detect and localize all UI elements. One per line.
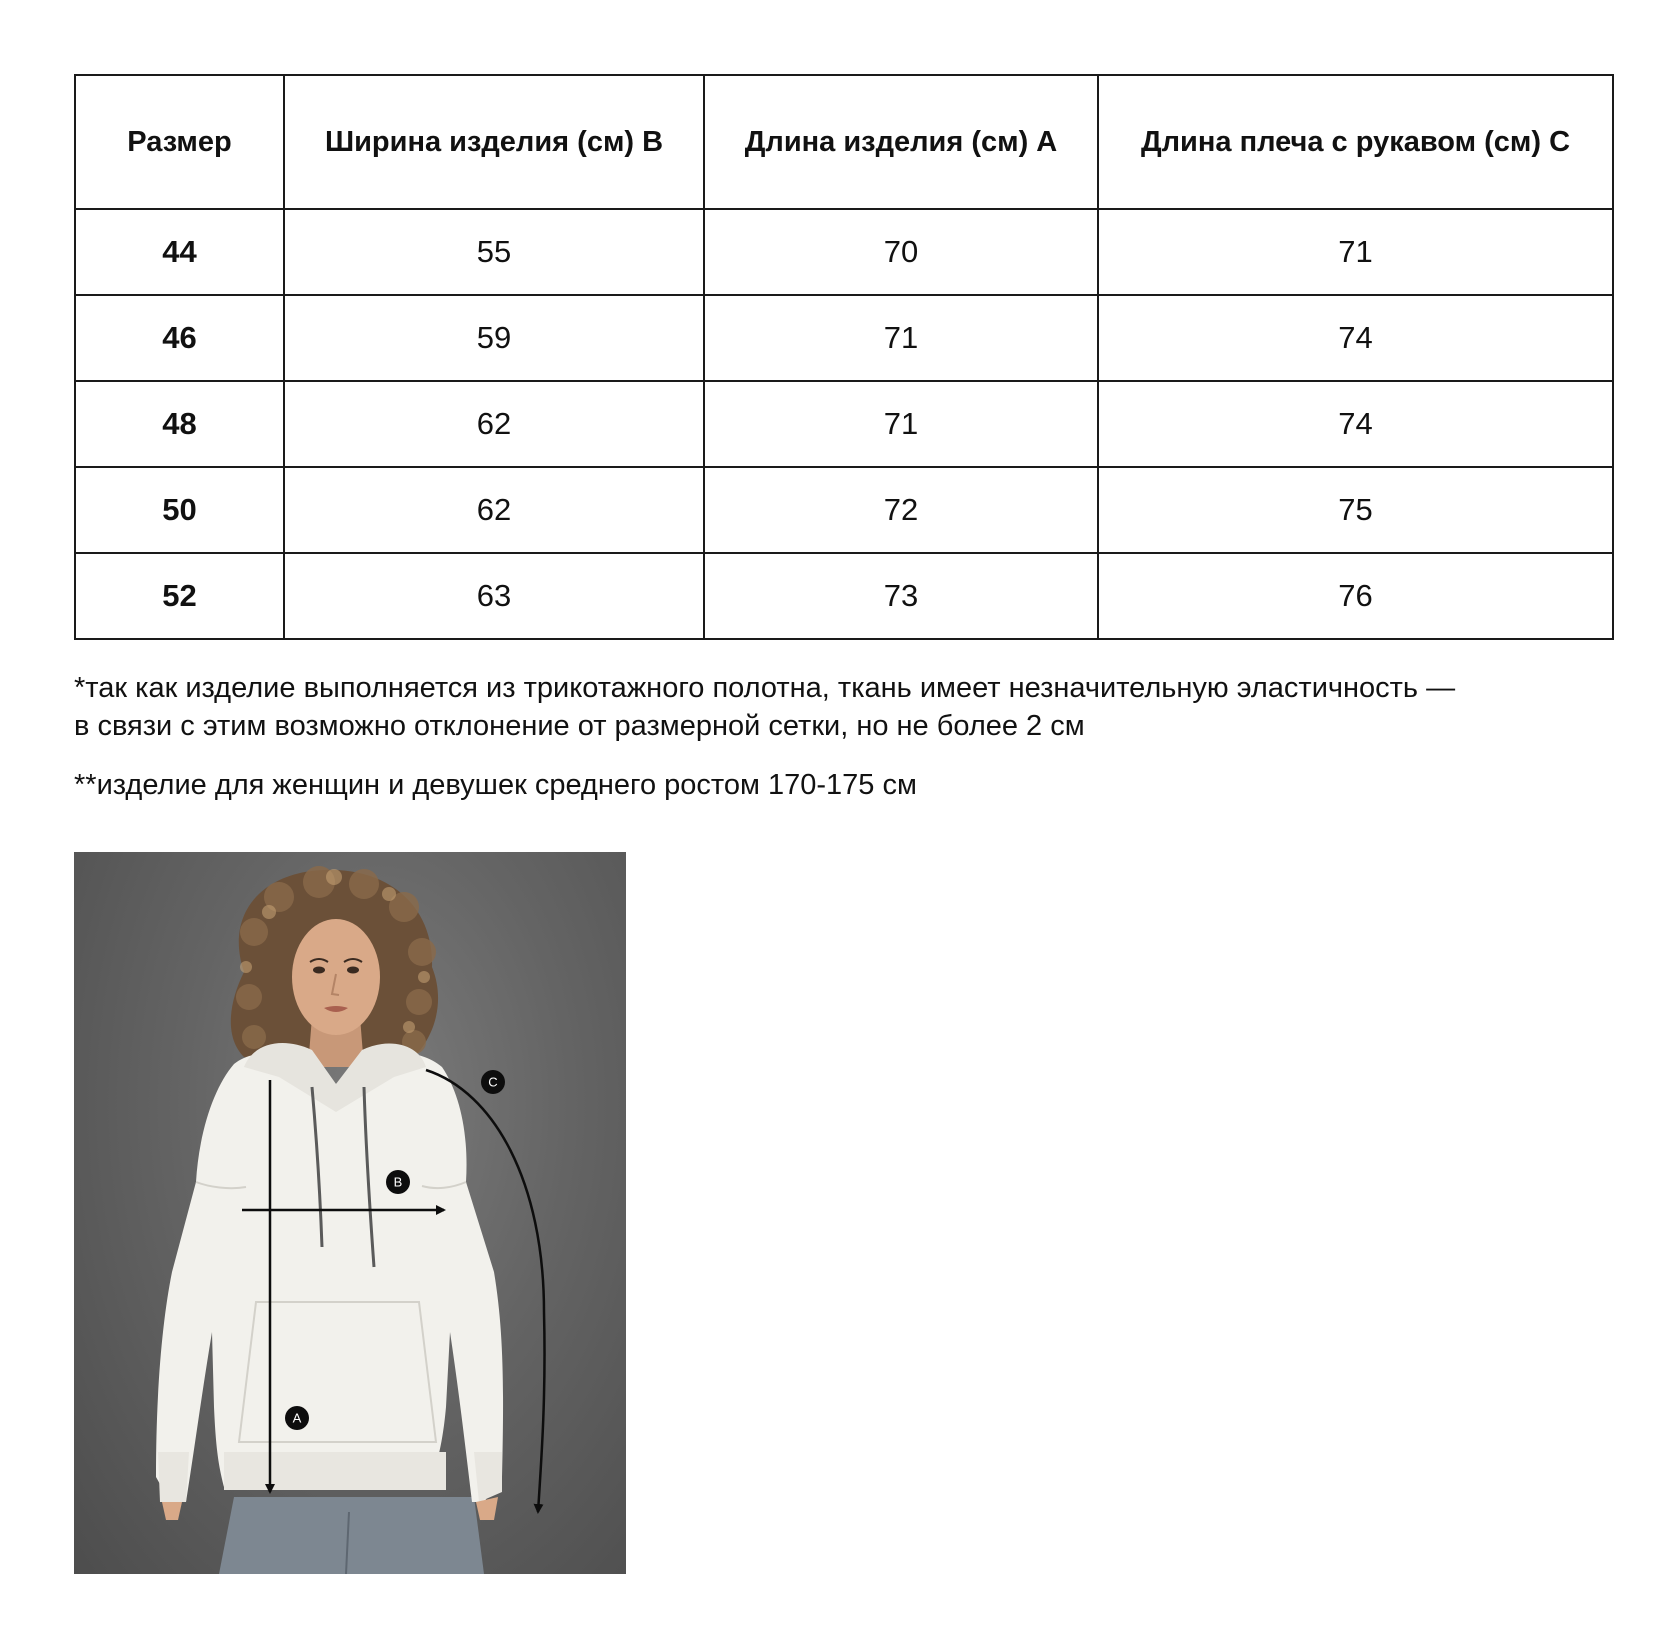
marker-b-label: B xyxy=(393,1174,403,1190)
marker-c xyxy=(481,1070,505,1094)
marker-b xyxy=(386,1170,410,1194)
elasticity-note-line-2: в связи с этим возможно отклонение от размерной сетки, но не более 2 см xyxy=(74,710,1085,742)
header-length-a: Длина изделия (см) A xyxy=(704,75,1098,209)
size-cell: 48 xyxy=(75,381,284,467)
table-header-row xyxy=(75,75,1613,209)
hoodie-measurement-illustration xyxy=(74,852,626,1574)
length-a-cell: 71 xyxy=(704,381,1098,467)
length-a-cell: 70 xyxy=(704,209,1098,295)
header-width-b: Ширина изделия (см) B xyxy=(284,75,704,209)
size-chart-table xyxy=(74,74,1614,640)
length-a-cell: 71 xyxy=(704,295,1098,381)
header-size: Размер xyxy=(75,75,284,209)
width-b-cell: 62 xyxy=(284,467,704,553)
elasticity-note-line-1: *так как изделие выполняется из трикотажного полотна, ткань имеет незначительную эластичность — xyxy=(74,672,1456,704)
model-photo xyxy=(74,852,626,1574)
sleeve-c-cell: 74 xyxy=(1098,295,1613,381)
width-b-cell: 59 xyxy=(284,295,704,381)
table-row xyxy=(75,209,1613,295)
width-b-cell: 63 xyxy=(284,553,704,639)
header-sleeve-c: Длина плеча с рукавом (см) C xyxy=(1098,75,1613,209)
length-a-cell: 72 xyxy=(704,467,1098,553)
sleeve-c-cell: 74 xyxy=(1098,381,1613,467)
table-row xyxy=(75,295,1613,381)
length-a-cell: 73 xyxy=(704,553,1098,639)
elasticity-note xyxy=(74,669,1634,745)
sleeve-c-cell: 71 xyxy=(1098,209,1613,295)
table-row xyxy=(75,553,1613,639)
sleeve-c-cell: 76 xyxy=(1098,553,1613,639)
width-b-cell: 62 xyxy=(284,381,704,467)
jeans xyxy=(219,1497,484,1574)
marker-a-label: A xyxy=(292,1410,302,1426)
height-note: **изделие для женщин и девушек среднего ростом 170-175 см xyxy=(74,769,917,801)
size-cell: 52 xyxy=(75,553,284,639)
sleeve-c-cell: 75 xyxy=(1098,467,1613,553)
marker-c-label: C xyxy=(488,1074,498,1090)
width-b-cell: 55 xyxy=(284,209,704,295)
marker-a xyxy=(285,1406,309,1430)
table-row xyxy=(75,381,1613,467)
size-cell: 44 xyxy=(75,209,284,295)
size-cell: 46 xyxy=(75,295,284,381)
hoodie xyxy=(156,1053,503,1502)
table-row xyxy=(75,467,1613,553)
size-cell: 50 xyxy=(75,467,284,553)
